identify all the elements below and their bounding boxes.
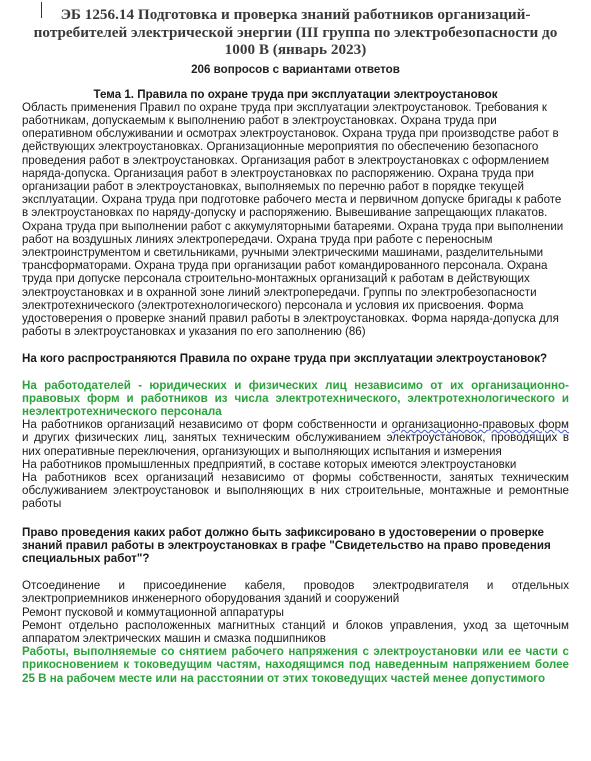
answers-2 bbox=[22, 579, 569, 685]
answer-option: На работников всех организаций независимо от формы собственности, занятых техническим обслуживанием электроустановок и выполняющих в них строительные, монтажные и ремонтные работы bbox=[22, 470, 569, 511]
question-1: На кого распространяются Правила по охране труда при эксплуатации электроустановок? bbox=[22, 352, 548, 366]
document-subtitle: 206 вопросов с вариантами ответов bbox=[191, 62, 400, 76]
answer-option: Отсоединение и присоединение кабеля, проводов электродвигателя и отдельных электроприемников инженерного оборудования зданий и сооружений bbox=[22, 579, 569, 606]
answers-1 bbox=[22, 379, 569, 511]
answer-correct: Работы, выполняемые со снятием рабочего напряжения с электроустановки или ее части с прикосновением к токоведущим частям, находящимся под наведенным напряжением более 25 В на рабочем месте или на расстоянии от этих токоведущих частей менее допустимого bbox=[22, 645, 569, 685]
answer-correct: На работодателей - юридических и физических лиц независимо от их организационно-правовых форм и работников из числа электротехнического, электротехнологического и неэлектротехнического персонала bbox=[22, 378, 569, 418]
document-title: ЭБ 1256.14 Подготовка и проверка знаний работников организаций-потребителей электрической энергии (III группа по электробезопасности до 1000 В (январь 2023) bbox=[33, 6, 558, 58]
answer-text-pre: На работников организаций независимо от форм собственности и bbox=[22, 418, 392, 432]
answer-option: Ремонт пусковой и коммутационной аппаратуры bbox=[22, 605, 284, 619]
answer-option: Ремонт отдельно расположенных магнитных станций и блоков управления, уход за щеточным аппаратом электрических машин и смазка подшипников bbox=[22, 618, 569, 646]
topic-body: Область применения Правил по охране труда при эксплуатации электроустановок. Требования к работникам, допускаемым к выполнению работ в электроустановках. Охрана труда при оперативном обслуживании и осмотрах электроустановок. Охрана труда при производстве работ в действующих электроустановках. Организационные мероприятия по обеспечению безопасного проведения работ в электроустановках. Организация работ в электроустановках с оформлением наряда-допуска. Организация работ в электроустановках по распоряжению. Охрана труда при организации работ в электроустановках, выполняемых по перечню работ в порядке текущей эксплуатации. Охрана труда при подготовке рабочего места и первичном допуске бригады к работе в электроустановках по наряду-допуску и распоряжению. Вывешивание запрещающих плакатов. Охрана труда при выполнении работ с аккумуляторными батареями. Охрана труда при выполнении работ на воздушных линиях электропередачи. Охрана труда при работе с переносным электроинструментом и светильниками, ручными электрическими машинами, разделительными трансформаторами. Охрана труда при организации работ командированного персонала. Охрана труда при допуске персонала строительно-монтажных организаций к работам в действующих электроустановках и в охранной зоне линий электропередачи. Группы по электробезопасности электротехнического (электротехнологического) персонала и условия их присвоения. Форма удостоверения о проверке знаний правил работы в электроустановках. Форма наряда-допуска для работы в электроустановках и указания по его заполнению (86) bbox=[22, 100, 564, 339]
answer-option: На работников промышленных предприятий, в составе которых имеются электроустановки bbox=[22, 457, 517, 471]
topic-title: Тема 1. Правила по охране труда при эксплуатации электроустановок bbox=[93, 87, 498, 101]
answer-text-post: и других физических лиц, занятых техническим обслуживанием электроустановок, проводящих в них оперативные переключения, организующих и выполняющих испытания и измерения bbox=[22, 431, 569, 458]
answer-option bbox=[22, 418, 569, 458]
text-cursor bbox=[41, 2, 42, 18]
question-2: Право проведения каких работ должно быть зафиксировано в удостоверении о проверке знаний правил работы в электроустановках в графе "Свидетельство на право проведения специальных работ"? bbox=[22, 525, 551, 565]
spellcheck-underlined-text: организационно-правовых форм bbox=[391, 418, 569, 432]
